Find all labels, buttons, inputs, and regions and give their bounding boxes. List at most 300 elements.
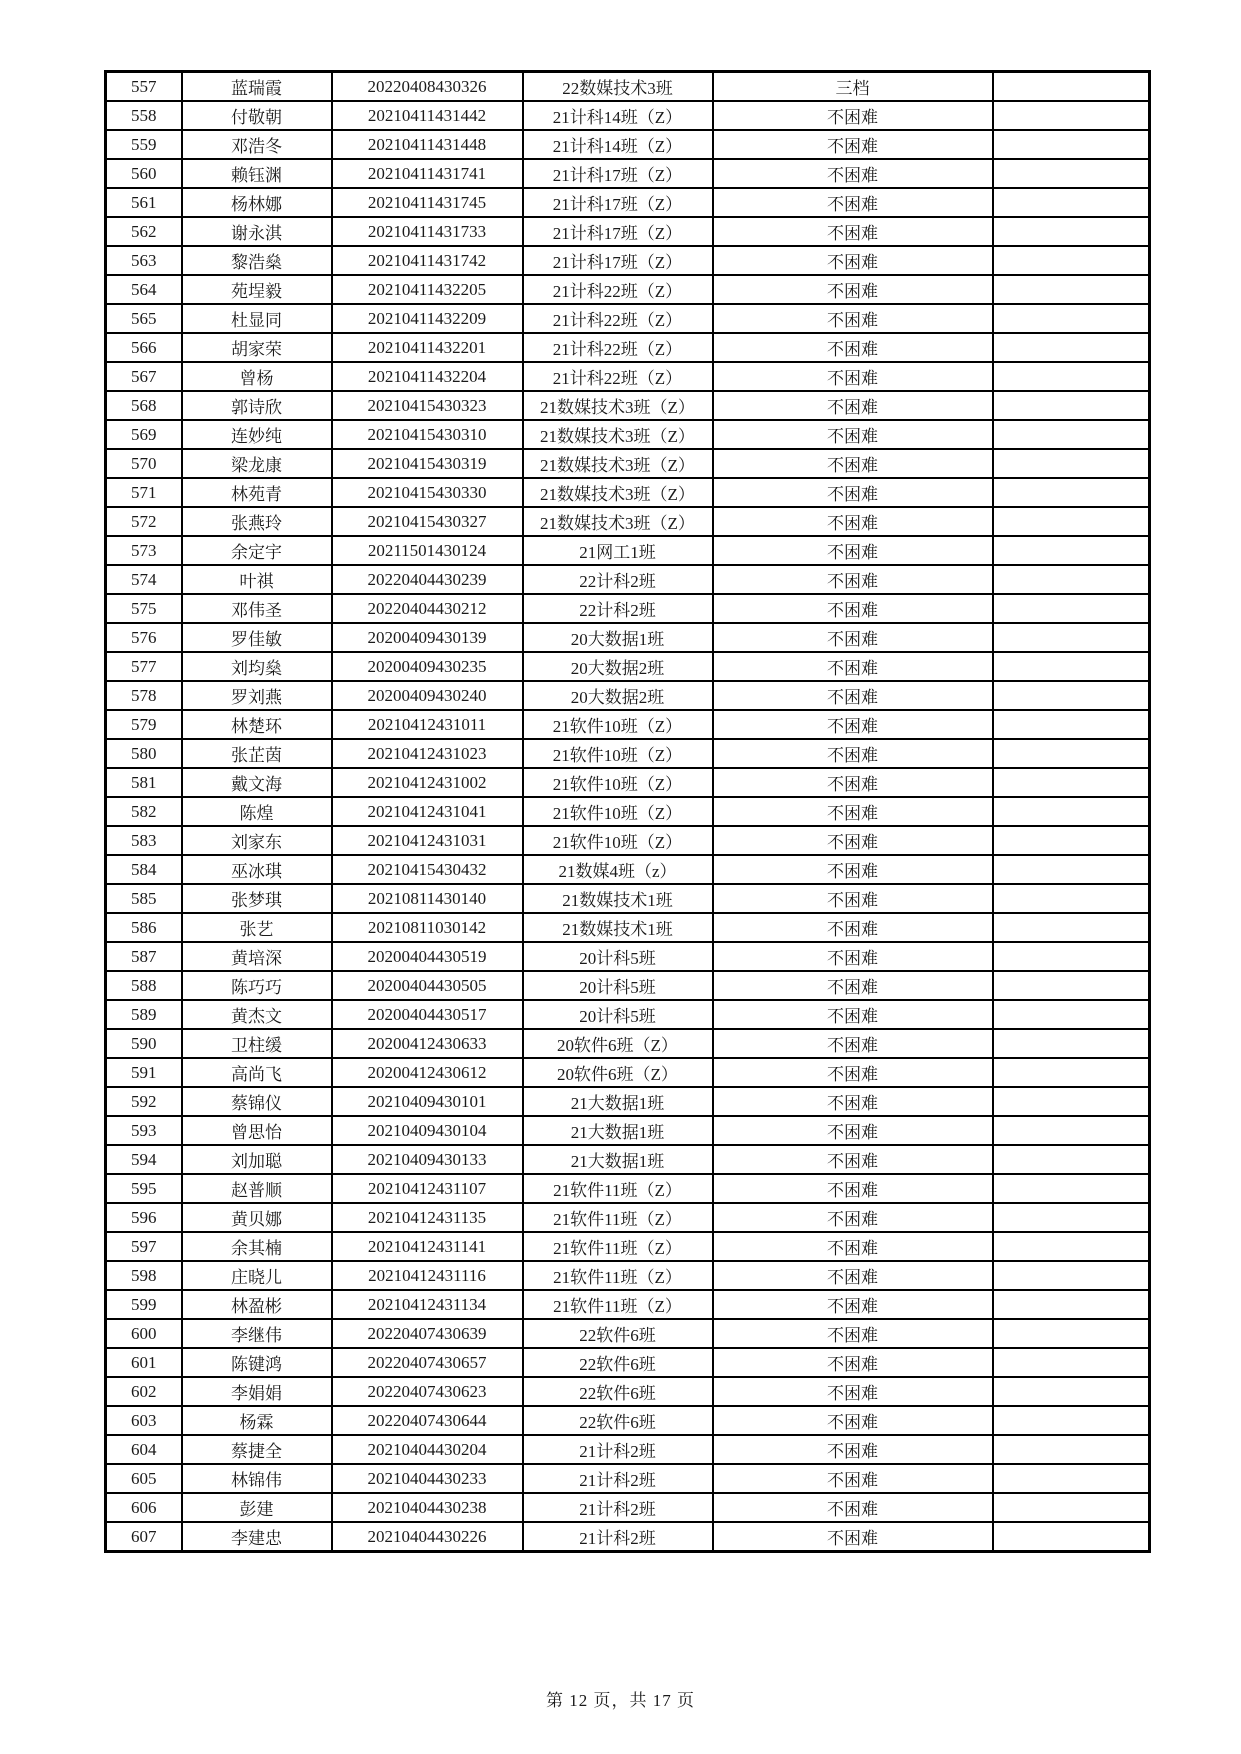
cell-class_name: 20计科5班 — [523, 1000, 713, 1029]
cell-status: 不困难 — [713, 246, 993, 275]
table-row — [106, 1145, 1150, 1174]
table-row — [106, 130, 1150, 159]
cell-status: 不困难 — [713, 1319, 993, 1348]
cell-seq: 577 — [106, 652, 182, 681]
cell-note — [993, 1000, 1150, 1029]
table-row — [106, 1261, 1150, 1290]
cell-status: 不困难 — [713, 855, 993, 884]
cell-seq: 559 — [106, 130, 182, 159]
cell-student_id: 20210412431011 — [332, 710, 523, 739]
cell-name: 曾杨 — [182, 362, 332, 391]
cell-name: 庄晓儿 — [182, 1261, 332, 1290]
cell-name: 付敬朝 — [182, 101, 332, 130]
cell-class_name: 20软件6班（Z） — [523, 1029, 713, 1058]
cell-status: 不困难 — [713, 1522, 993, 1552]
cell-note — [993, 1087, 1150, 1116]
cell-name: 余定宇 — [182, 536, 332, 565]
cell-class_name: 21软件11班（Z） — [523, 1261, 713, 1290]
cell-note — [993, 884, 1150, 913]
cell-seq: 592 — [106, 1087, 182, 1116]
cell-status: 不困难 — [713, 1435, 993, 1464]
cell-name: 林苑青 — [182, 478, 332, 507]
cell-note — [993, 1058, 1150, 1087]
table-row — [106, 565, 1150, 594]
cell-student_id: 20210409430133 — [332, 1145, 523, 1174]
cell-note — [993, 1377, 1150, 1406]
table-row — [106, 652, 1150, 681]
cell-seq: 582 — [106, 797, 182, 826]
cell-note — [993, 536, 1150, 565]
table-row — [106, 1029, 1150, 1058]
cell-seq: 600 — [106, 1319, 182, 1348]
cell-name: 彭建 — [182, 1493, 332, 1522]
cell-student_id: 20210411431448 — [332, 130, 523, 159]
cell-name: 杨霖 — [182, 1406, 332, 1435]
cell-seq: 570 — [106, 449, 182, 478]
cell-seq: 603 — [106, 1406, 182, 1435]
cell-status: 不困难 — [713, 217, 993, 246]
cell-status: 不困难 — [713, 1174, 993, 1203]
cell-class_name: 21计科2班 — [523, 1522, 713, 1552]
table-row — [106, 739, 1150, 768]
cell-name: 蓝瑞霞 — [182, 72, 332, 102]
table-row — [106, 594, 1150, 623]
cell-seq: 598 — [106, 1261, 182, 1290]
cell-name: 谢永淇 — [182, 217, 332, 246]
table-row — [106, 72, 1150, 102]
cell-class_name: 21软件11班（Z） — [523, 1174, 713, 1203]
cell-seq: 583 — [106, 826, 182, 855]
cell-note — [993, 1029, 1150, 1058]
cell-note — [993, 420, 1150, 449]
cell-seq: 601 — [106, 1348, 182, 1377]
cell-note — [993, 652, 1150, 681]
cell-status: 不困难 — [713, 101, 993, 130]
table-row — [106, 159, 1150, 188]
cell-student_id: 20200409430240 — [332, 681, 523, 710]
cell-note — [993, 478, 1150, 507]
cell-student_id: 20210412431107 — [332, 1174, 523, 1203]
table-row — [106, 710, 1150, 739]
cell-student_id: 20210412431002 — [332, 768, 523, 797]
cell-note — [993, 1406, 1150, 1435]
cell-name: 叶祺 — [182, 565, 332, 594]
cell-status: 不困难 — [713, 1406, 993, 1435]
cell-student_id: 20210411431741 — [332, 159, 523, 188]
cell-name: 杨林娜 — [182, 188, 332, 217]
cell-class_name: 21软件10班（Z） — [523, 768, 713, 797]
cell-class_name: 21计科14班（Z） — [523, 130, 713, 159]
cell-seq: 604 — [106, 1435, 182, 1464]
cell-seq: 602 — [106, 1377, 182, 1406]
cell-student_id: 20200404430517 — [332, 1000, 523, 1029]
cell-class_name: 21软件10班（Z） — [523, 826, 713, 855]
cell-class_name: 20大数据1班 — [523, 623, 713, 652]
cell-status: 不困难 — [713, 449, 993, 478]
cell-status: 不困难 — [713, 507, 993, 536]
cell-status: 不困难 — [713, 565, 993, 594]
cell-name: 李建忠 — [182, 1522, 332, 1552]
cell-seq: 584 — [106, 855, 182, 884]
cell-note — [993, 1319, 1150, 1348]
cell-class_name: 21软件10班（Z） — [523, 710, 713, 739]
cell-class_name: 21数媒技术3班（Z） — [523, 420, 713, 449]
table-row — [106, 449, 1150, 478]
cell-student_id: 20220407430623 — [332, 1377, 523, 1406]
table-row — [106, 884, 1150, 913]
cell-student_id: 20210415430323 — [332, 391, 523, 420]
cell-status: 不困难 — [713, 130, 993, 159]
cell-note — [993, 275, 1150, 304]
table-row — [106, 971, 1150, 1000]
cell-class_name: 20计科5班 — [523, 942, 713, 971]
cell-note — [993, 681, 1150, 710]
cell-student_id: 20210412431141 — [332, 1232, 523, 1261]
cell-class_name: 21数媒技术1班 — [523, 913, 713, 942]
cell-status: 不困难 — [713, 333, 993, 362]
cell-student_id: 20210415430330 — [332, 478, 523, 507]
cell-student_id: 20210411431733 — [332, 217, 523, 246]
cell-name: 陈煌 — [182, 797, 332, 826]
cell-seq: 558 — [106, 101, 182, 130]
cell-class_name: 22软件6班 — [523, 1319, 713, 1348]
table-row — [106, 1116, 1150, 1145]
cell-seq: 563 — [106, 246, 182, 275]
cell-note — [993, 188, 1150, 217]
cell-student_id: 20210811030142 — [332, 913, 523, 942]
cell-status: 不困难 — [713, 536, 993, 565]
cell-class_name: 22软件6班 — [523, 1377, 713, 1406]
cell-class_name: 21软件10班（Z） — [523, 739, 713, 768]
cell-seq: 594 — [106, 1145, 182, 1174]
cell-status: 不困难 — [713, 739, 993, 768]
cell-note — [993, 1261, 1150, 1290]
cell-note — [993, 304, 1150, 333]
cell-seq: 566 — [106, 333, 182, 362]
cell-status: 不困难 — [713, 420, 993, 449]
cell-student_id: 20210412431023 — [332, 739, 523, 768]
cell-note — [993, 130, 1150, 159]
cell-name: 赵普顺 — [182, 1174, 332, 1203]
cell-name: 卫柱缓 — [182, 1029, 332, 1058]
cell-name: 林锦伟 — [182, 1464, 332, 1493]
cell-student_id: 20200404430505 — [332, 971, 523, 1000]
cell-class_name: 22软件6班 — [523, 1406, 713, 1435]
cell-class_name: 22计科2班 — [523, 565, 713, 594]
cell-class_name: 20大数据2班 — [523, 681, 713, 710]
cell-seq: 595 — [106, 1174, 182, 1203]
cell-note — [993, 797, 1150, 826]
table-row — [106, 1377, 1150, 1406]
cell-student_id: 20220404430212 — [332, 594, 523, 623]
cell-student_id: 20210412431135 — [332, 1203, 523, 1232]
table-row — [106, 1174, 1150, 1203]
table-row — [106, 420, 1150, 449]
cell-status: 不困难 — [713, 652, 993, 681]
cell-student_id: 20200404430519 — [332, 942, 523, 971]
cell-student_id: 20210412431134 — [332, 1290, 523, 1319]
table-row — [106, 826, 1150, 855]
page-number-footer: 第 12 页，共 17 页 — [546, 1691, 695, 1710]
cell-student_id: 20210412431116 — [332, 1261, 523, 1290]
cell-name: 郭诗欣 — [182, 391, 332, 420]
cell-class_name: 20大数据2班 — [523, 652, 713, 681]
cell-note — [993, 623, 1150, 652]
cell-seq: 591 — [106, 1058, 182, 1087]
cell-class_name: 21计科17班（Z） — [523, 246, 713, 275]
cell-note — [993, 1174, 1150, 1203]
cell-student_id: 20220407430639 — [332, 1319, 523, 1348]
cell-status: 不困难 — [713, 1203, 993, 1232]
cell-class_name: 21数媒技术3班（Z） — [523, 507, 713, 536]
cell-note — [993, 449, 1150, 478]
table-row — [106, 1290, 1150, 1319]
cell-name: 黎浩燊 — [182, 246, 332, 275]
table-row — [106, 1232, 1150, 1261]
cell-status: 不困难 — [713, 304, 993, 333]
cell-class_name: 21计科22班（Z） — [523, 275, 713, 304]
table-row — [106, 797, 1150, 826]
cell-name: 戴文海 — [182, 768, 332, 797]
student-list-table — [104, 70, 1151, 1553]
table-row — [106, 942, 1150, 971]
cell-note — [993, 391, 1150, 420]
cell-class_name: 22计科2班 — [523, 594, 713, 623]
cell-name: 苑埕毅 — [182, 275, 332, 304]
cell-status: 不困难 — [713, 1029, 993, 1058]
cell-seq: 580 — [106, 739, 182, 768]
cell-student_id: 20210404430204 — [332, 1435, 523, 1464]
cell-class_name: 22数媒技术3班 — [523, 72, 713, 102]
cell-note — [993, 1522, 1150, 1552]
cell-seq: 605 — [106, 1464, 182, 1493]
cell-name: 李娟娟 — [182, 1377, 332, 1406]
cell-note — [993, 1116, 1150, 1145]
cell-seq: 597 — [106, 1232, 182, 1261]
cell-seq: 572 — [106, 507, 182, 536]
cell-name: 张梦琪 — [182, 884, 332, 913]
cell-name: 林盈彬 — [182, 1290, 332, 1319]
cell-name: 邓浩冬 — [182, 130, 332, 159]
cell-class_name: 21软件10班（Z） — [523, 797, 713, 826]
cell-class_name: 21计科2班 — [523, 1464, 713, 1493]
table-row — [106, 1087, 1150, 1116]
table-row — [106, 536, 1150, 565]
cell-name: 黄杰文 — [182, 1000, 332, 1029]
cell-seq: 575 — [106, 594, 182, 623]
cell-seq: 599 — [106, 1290, 182, 1319]
cell-seq: 565 — [106, 304, 182, 333]
table-row — [106, 246, 1150, 275]
cell-class_name: 21计科17班（Z） — [523, 217, 713, 246]
cell-status: 不困难 — [713, 971, 993, 1000]
cell-name: 连妙纯 — [182, 420, 332, 449]
table-row — [106, 391, 1150, 420]
cell-student_id: 20210415430327 — [332, 507, 523, 536]
cell-note — [993, 217, 1150, 246]
cell-student_id: 20220407430657 — [332, 1348, 523, 1377]
cell-seq: 590 — [106, 1029, 182, 1058]
cell-note — [993, 72, 1150, 102]
cell-status: 不困难 — [713, 884, 993, 913]
cell-student_id: 20210412431031 — [332, 826, 523, 855]
cell-student_id: 20210415430432 — [332, 855, 523, 884]
table-row — [106, 362, 1150, 391]
cell-name: 刘加聪 — [182, 1145, 332, 1174]
table-row — [106, 1522, 1150, 1552]
cell-seq: 581 — [106, 768, 182, 797]
cell-seq: 561 — [106, 188, 182, 217]
cell-name: 杜显同 — [182, 304, 332, 333]
cell-class_name: 21计科14班（Z） — [523, 101, 713, 130]
cell-student_id: 20200409430235 — [332, 652, 523, 681]
cell-note — [993, 855, 1150, 884]
table-row — [106, 217, 1150, 246]
cell-class_name: 21软件11班（Z） — [523, 1290, 713, 1319]
cell-seq: 585 — [106, 884, 182, 913]
cell-name: 张芷茵 — [182, 739, 332, 768]
cell-status: 不困难 — [713, 1145, 993, 1174]
cell-name: 陈巧巧 — [182, 971, 332, 1000]
cell-status: 不困难 — [713, 275, 993, 304]
cell-status: 不困难 — [713, 1464, 993, 1493]
cell-status: 三档 — [713, 72, 993, 102]
cell-class_name: 21数媒4班（z） — [523, 855, 713, 884]
cell-status: 不困难 — [713, 188, 993, 217]
cell-status: 不困难 — [713, 942, 993, 971]
cell-class_name: 21大数据1班 — [523, 1116, 713, 1145]
cell-name: 罗佳敏 — [182, 623, 332, 652]
cell-note — [993, 1232, 1150, 1261]
cell-status: 不困难 — [713, 623, 993, 652]
cell-status: 不困难 — [713, 826, 993, 855]
cell-note — [993, 913, 1150, 942]
cell-name: 刘均燊 — [182, 652, 332, 681]
cell-seq: 576 — [106, 623, 182, 652]
table-row — [106, 1435, 1150, 1464]
cell-seq: 596 — [106, 1203, 182, 1232]
table-row — [106, 1493, 1150, 1522]
cell-note — [993, 1145, 1150, 1174]
table-row — [106, 1203, 1150, 1232]
cell-note — [993, 768, 1150, 797]
cell-name: 梁龙康 — [182, 449, 332, 478]
cell-seq: 557 — [106, 72, 182, 102]
cell-status: 不困难 — [713, 1261, 993, 1290]
cell-status: 不困难 — [713, 768, 993, 797]
cell-status: 不困难 — [713, 681, 993, 710]
cell-class_name: 20计科5班 — [523, 971, 713, 1000]
cell-status: 不困难 — [713, 1116, 993, 1145]
cell-seq: 589 — [106, 1000, 182, 1029]
cell-student_id: 20220404430239 — [332, 565, 523, 594]
cell-class_name: 21网工1班 — [523, 536, 713, 565]
cell-name: 罗刘燕 — [182, 681, 332, 710]
cell-student_id: 20210811430140 — [332, 884, 523, 913]
cell-seq: 573 — [106, 536, 182, 565]
cell-note — [993, 159, 1150, 188]
cell-class_name: 21数媒技术3班（Z） — [523, 391, 713, 420]
cell-student_id: 20200412430633 — [332, 1029, 523, 1058]
cell-student_id: 20210415430310 — [332, 420, 523, 449]
cell-class_name: 22软件6班 — [523, 1348, 713, 1377]
table-row — [106, 768, 1150, 797]
cell-seq: 586 — [106, 913, 182, 942]
cell-note — [993, 1493, 1150, 1522]
cell-class_name: 21计科17班（Z） — [523, 188, 713, 217]
cell-status: 不困难 — [713, 1000, 993, 1029]
cell-seq: 606 — [106, 1493, 182, 1522]
cell-note — [993, 507, 1150, 536]
cell-seq: 571 — [106, 478, 182, 507]
table-row — [106, 681, 1150, 710]
cell-status: 不困难 — [713, 1348, 993, 1377]
cell-note — [993, 942, 1150, 971]
cell-seq: 579 — [106, 710, 182, 739]
cell-status: 不困难 — [713, 1290, 993, 1319]
cell-seq: 564 — [106, 275, 182, 304]
table-row — [106, 1058, 1150, 1087]
cell-status: 不困难 — [713, 913, 993, 942]
cell-student_id: 20210411432209 — [332, 304, 523, 333]
cell-name: 余其楠 — [182, 1232, 332, 1261]
cell-class_name: 21计科2班 — [523, 1435, 713, 1464]
cell-seq: 588 — [106, 971, 182, 1000]
table-row — [106, 275, 1150, 304]
cell-name: 张艺 — [182, 913, 332, 942]
table-row — [106, 333, 1150, 362]
cell-note — [993, 246, 1150, 275]
cell-name: 赖钰渊 — [182, 159, 332, 188]
cell-status: 不困难 — [713, 710, 993, 739]
cell-status: 不困难 — [713, 391, 993, 420]
cell-note — [993, 826, 1150, 855]
cell-seq: 574 — [106, 565, 182, 594]
cell-note — [993, 1290, 1150, 1319]
cell-status: 不困难 — [713, 1087, 993, 1116]
cell-class_name: 21数媒技术1班 — [523, 884, 713, 913]
cell-class_name: 21计科22班（Z） — [523, 333, 713, 362]
table-row — [106, 478, 1150, 507]
cell-student_id: 20220407430644 — [332, 1406, 523, 1435]
cell-name: 林楚环 — [182, 710, 332, 739]
table-row — [106, 1348, 1150, 1377]
cell-name: 陈键鸿 — [182, 1348, 332, 1377]
cell-seq: 562 — [106, 217, 182, 246]
cell-status: 不困难 — [713, 362, 993, 391]
table-row — [106, 1319, 1150, 1348]
cell-name: 李继伟 — [182, 1319, 332, 1348]
cell-student_id: 20210404430233 — [332, 1464, 523, 1493]
cell-note — [993, 1203, 1150, 1232]
cell-seq: 607 — [106, 1522, 182, 1552]
student-list-body — [106, 72, 1150, 1552]
cell-student_id: 20210409430104 — [332, 1116, 523, 1145]
cell-student_id: 20210411431742 — [332, 246, 523, 275]
cell-note — [993, 101, 1150, 130]
cell-status: 不困难 — [713, 1493, 993, 1522]
cell-student_id: 20210404430226 — [332, 1522, 523, 1552]
cell-seq: 568 — [106, 391, 182, 420]
cell-name: 黄贝娜 — [182, 1203, 332, 1232]
cell-class_name: 21计科17班（Z） — [523, 159, 713, 188]
table-row — [106, 1406, 1150, 1435]
cell-name: 胡家荣 — [182, 333, 332, 362]
cell-name: 曾思怡 — [182, 1116, 332, 1145]
table-row — [106, 623, 1150, 652]
cell-note — [993, 710, 1150, 739]
cell-note — [993, 739, 1150, 768]
